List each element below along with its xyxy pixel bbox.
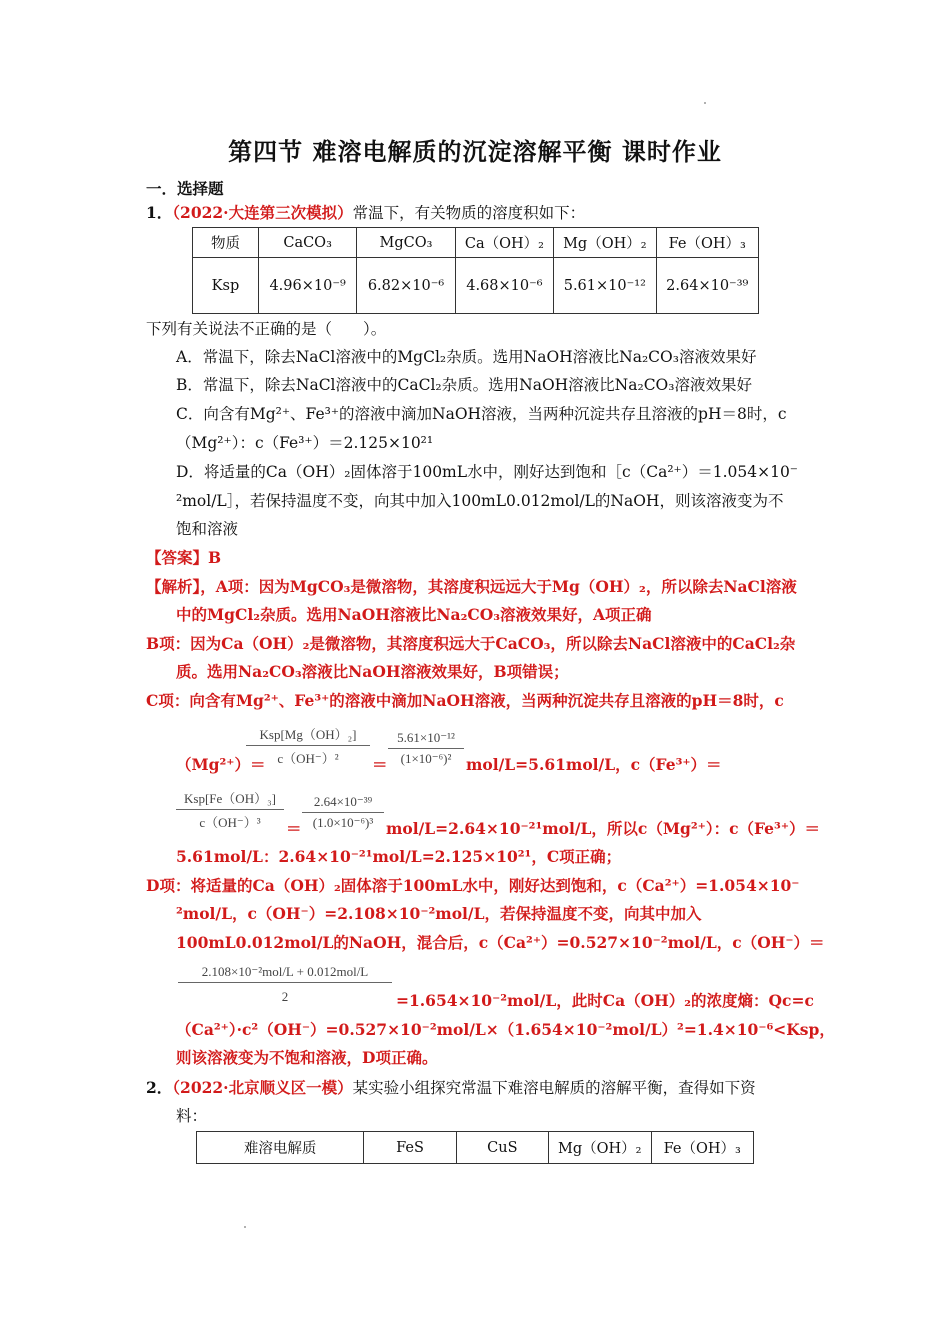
fraction-mg-values: $\frac{\text{5.61×10⁻¹²}}{\text{(1×10⁻⁶)²}}$: [388, 730, 464, 767]
analysis-c-fe-result: mol/L=2.64×10⁻²¹mol/L，所以c（Mg²⁺）：c（Fe³⁺）＝: [386, 819, 821, 838]
analysis-d-line-4: =1.654×10⁻²mol/L，此时Ca（OH）₂的浓度熵：Qc=c: [396, 991, 814, 1010]
question-prompt: 下列有关说法不正确的是（ ）。: [146, 320, 387, 338]
question-2-stem: [146, 1077, 756, 1099]
analysis-c-line-1: C项：向含有Mg²⁺、Fe³⁺的溶液中滴加NaOH溶液，当两种沉淀共存且溶液的pH＝8时，c: [146, 691, 784, 710]
question-text: 某实验小组探究常温下难溶电解质的溶解平衡，查得如下资: [352, 1079, 756, 1097]
analysis-d-line-2: ²mol/L，c（OH⁻）=2.108×10⁻²mol/L，若保持温度不变，向其中加入: [176, 904, 702, 923]
table-cell: 4.68×10⁻⁶: [455, 258, 553, 314]
table-header-cell: CuS: [456, 1132, 548, 1164]
q2-table: [196, 1131, 754, 1164]
option-c-line-1: C．向含有Mg²⁺、Fe³⁺的溶液中滴加NaOH溶液，当两种沉淀共存且溶液的pH＝8时，c: [176, 405, 787, 423]
scan-dot: [704, 102, 706, 104]
analysis-c-equals: ＝: [286, 819, 302, 838]
question-number: 2．: [146, 1078, 173, 1097]
analysis-d-line-1: D项：将适量的Ca（OH）₂固体溶于100mL水中，刚好达到饱和，c（Ca²⁺）=1.054×10⁻: [146, 876, 800, 895]
table-row: [197, 1132, 754, 1164]
table-cell: 4.96×10⁻⁹: [258, 258, 356, 314]
table-header-cell: Mg（OH）₂: [549, 1132, 651, 1164]
analysis-a-line-1: 【解析】，A项：因为MgCO₃是微溶物，其溶度积远远大于Mg（OH）₂，所以除去NaCl溶液: [146, 577, 797, 596]
option-a: A．常温下，除去NaCl溶液中的MgCl₂杂质。选用NaOH溶液比Na₂CO₃溶液效果好: [176, 348, 757, 366]
page-title: 第四节 难溶电解质的沉淀溶解平衡 课时作业: [228, 138, 722, 166]
table-cell: 5.61×10⁻¹²: [554, 258, 656, 314]
table-cell: 2.64×10⁻³⁹: [656, 258, 758, 314]
question-number: 1．: [146, 203, 173, 222]
table-cell: 6.82×10⁻⁶: [357, 258, 455, 314]
analysis-c-mg-result: mol/L=5.61mol/L，c（Fe³⁺）＝: [466, 755, 722, 774]
table-header-cell: FeS: [364, 1132, 456, 1164]
table-header-cell: 难溶电解质: [197, 1132, 364, 1164]
analysis-d-line-5: （Ca²⁺）·c²（OH⁻）=0.527×10⁻²mol/L×（1.654×10⁻²mol/L）²=1.4×10⁻⁶<Ksp，: [176, 1020, 835, 1039]
table-header-cell: MgCO₃: [357, 228, 455, 258]
fraction-fe-values: $\frac{\text{2.64×10⁻³⁹}}{\text{(1.0×10⁻⁶)³}}$: [302, 794, 384, 831]
question-source: （2022·大连第三次模拟）: [172, 203, 353, 222]
ksp-table: [192, 227, 759, 314]
analysis-c-mg-label: （Mg²⁺）＝: [176, 755, 266, 774]
section-heading: 一．选择题: [146, 179, 224, 198]
analysis-a-line-2: 中的MgCl₂杂质。选用NaOH溶液比Na₂CO₃溶液效果好，A项正确: [176, 605, 652, 624]
option-c-line-2: （Mg²⁺）：c（Fe³⁺）＝2.125×10²¹: [176, 434, 434, 452]
answer: 【答案】B: [146, 548, 222, 567]
question-2-stem-line-2: 料：: [176, 1107, 208, 1125]
table-header-cell: Mg（OH）₂: [554, 228, 656, 258]
analysis-b-line-1: B项：因为Ca（OH）₂是微溶物，其溶度积远大于CaCO₃，所以除去NaCl溶液中的CaCl₂杂: [146, 634, 796, 653]
scan-dot: [244, 1226, 246, 1228]
option-d-line-2: ²mol/L］，若保持温度不变，向其中加入100mL0.012mol/L的NaOH，则该溶液变为不: [176, 492, 784, 510]
table-header-cell: CaCO₃: [258, 228, 356, 258]
question-text: 常温下，有关物质的溶度积如下：: [352, 204, 586, 222]
option-b: B．常温下，除去NaCl溶液中的CaCl₂杂质。选用NaOH溶液比Na₂CO₃溶液效果好: [176, 376, 752, 394]
table-header-cell: 物质: [193, 228, 259, 258]
question-1-stem: [146, 202, 585, 224]
fraction-oh-average: 2.108×10⁻²mol/L + 0.012mol/L 2: [178, 964, 392, 1005]
analysis-c-equals: ＝: [372, 755, 388, 774]
option-d-line-1: D．将适量的Ca（OH）₂固体溶于100mL水中，刚好达到饱和［c（Ca²⁺）＝1.054×10⁻: [176, 463, 798, 481]
table-header-cell: Ca（OH）₂: [455, 228, 553, 258]
table-row: [193, 228, 759, 258]
analysis-b-line-2: 质。选用Na₂CO₃溶液比NaOH溶液效果好，B项错误；: [176, 662, 569, 681]
analysis-d-line-3: 100mL0.012mol/L的NaOH，混合后，c（Ca²⁺）=0.527×10⁻²mol/L，c（OH⁻）＝: [176, 933, 825, 952]
table-header-cell: Fe（OH）₃: [656, 228, 758, 258]
table-row-label: Ksp: [193, 258, 259, 314]
question-source: （2022·北京顺义区一模）: [172, 1078, 353, 1097]
analysis-c-ratio: 5.61mol/L：2.64×10⁻²¹mol/L=2.125×10²¹，C项正确；: [176, 847, 622, 866]
analysis-d-line-6: 则该溶液变为不饱和溶液，D项正确。: [176, 1048, 438, 1067]
option-d-line-3: 饱和溶液: [176, 520, 239, 538]
table-row: [193, 258, 759, 314]
table-header-cell: Fe（OH）₃: [651, 1132, 754, 1164]
fraction-ksp-fe: Ksp[Fe（OH）₃] c（OH⁻）³: [176, 788, 284, 831]
fraction-ksp-mg: Ksp[Mg（OH）₂] c（OH⁻）²: [246, 724, 370, 767]
